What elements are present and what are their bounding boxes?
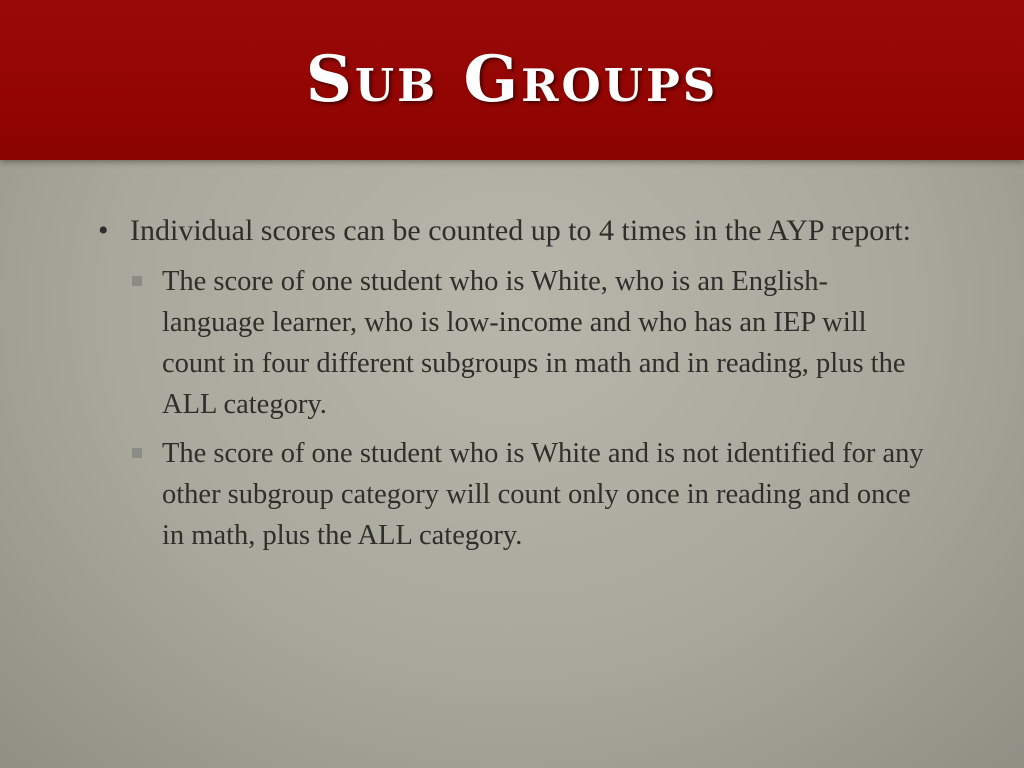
slide-content (96, 210, 926, 564)
square-bullet-icon (132, 276, 142, 286)
bullet-item (96, 210, 926, 251)
sub-bullet-list (96, 261, 926, 556)
sub-bullet-text: The score of one student who is White, who is an English-language learner, who is low-income and who has an IEP will count in four different subgroups in math and in reading, plus the ALL category. (162, 266, 906, 420)
title-band (0, 0, 1024, 160)
sub-bullet-item (128, 261, 926, 425)
sub-bullet-text: The score of one student who is White and is not identified for any other subgroup category will count only once in reading and once in math, plus the ALL category. (162, 438, 924, 551)
bullet-text: Individual scores can be counted up to 4 times in the AYP report: (130, 214, 911, 247)
round-bullet-icon: • (98, 214, 109, 247)
square-bullet-icon (132, 448, 142, 458)
slide-title: Sub Groups (305, 42, 719, 117)
sub-bullet-item (128, 433, 926, 556)
